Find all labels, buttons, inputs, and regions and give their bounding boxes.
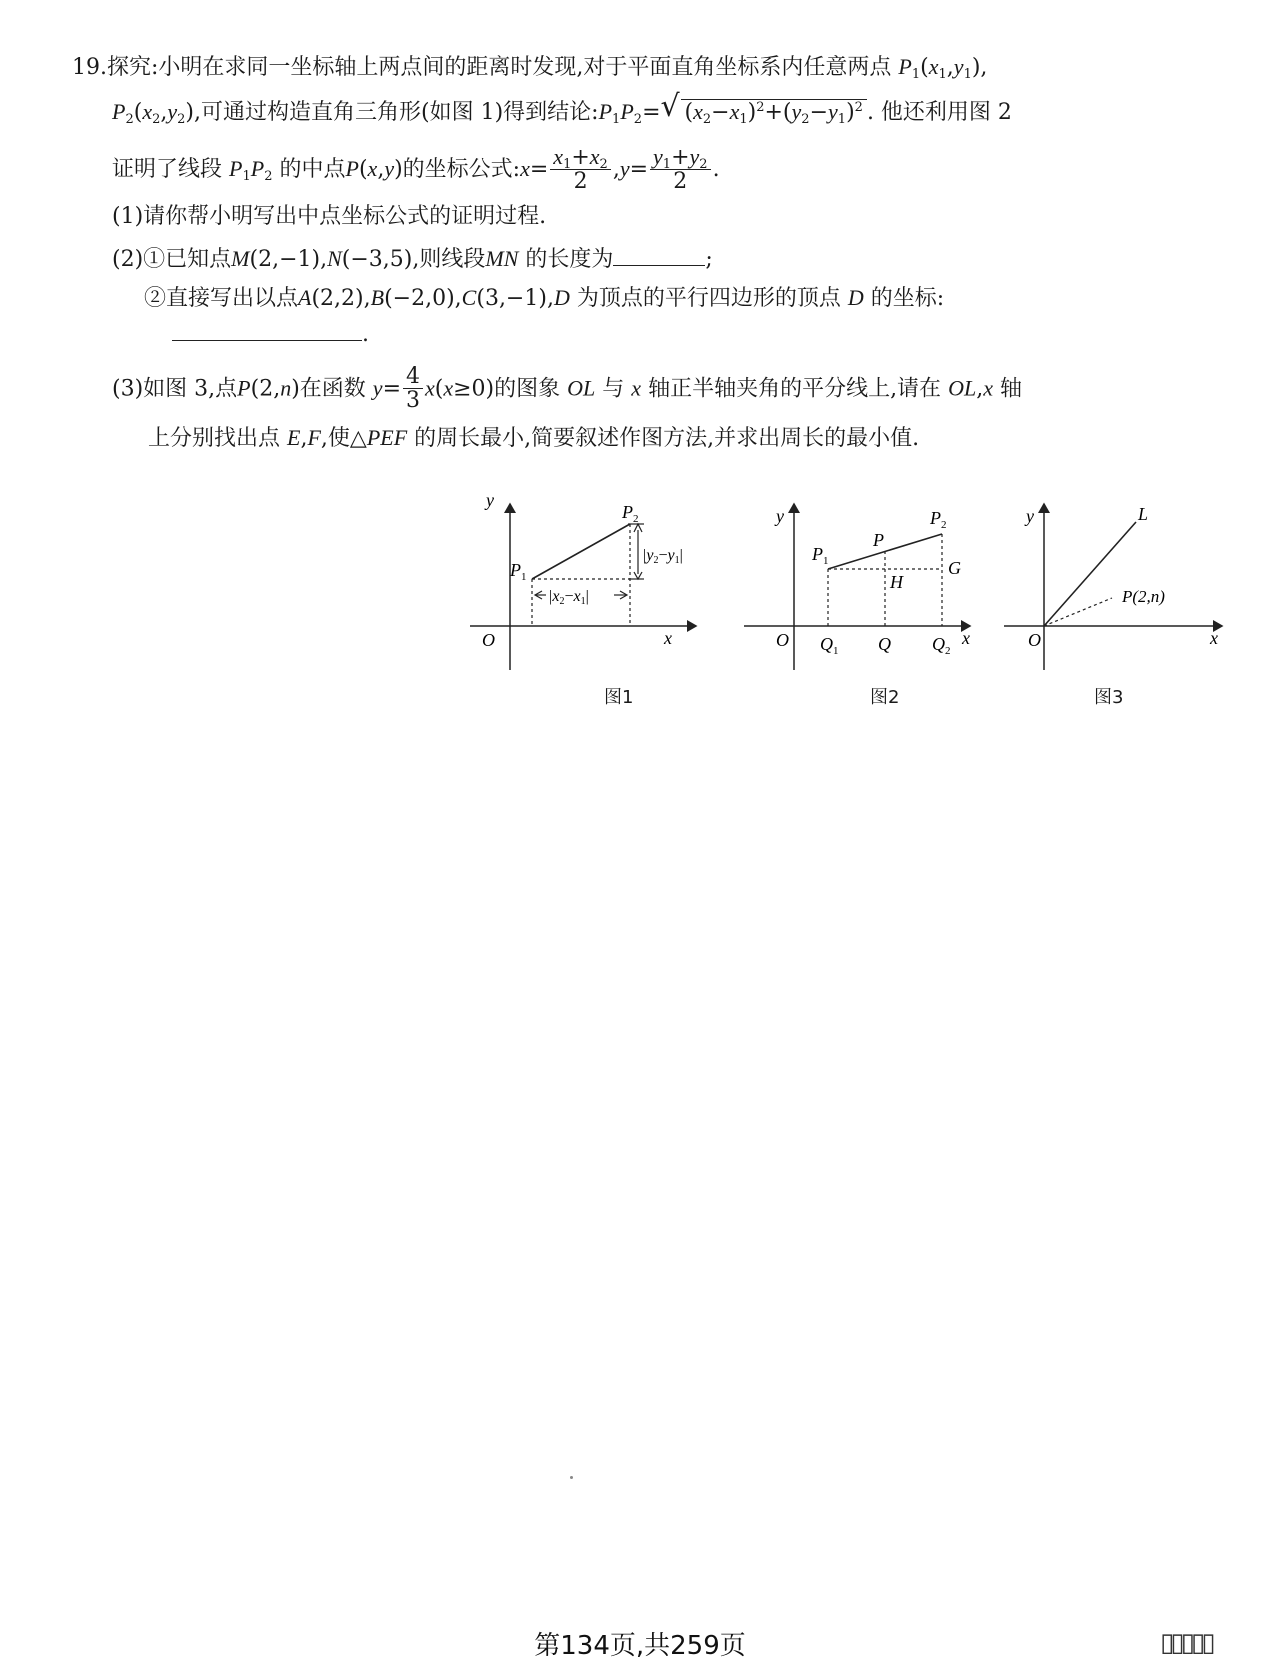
slope-fraction: $\frac{4}{3}$ <box>403 366 423 413</box>
x-label: x <box>664 628 672 648</box>
question-line-1: 19.探究:小明在求同一坐标轴上两点间的距离时发现,对于平面直角坐标系内任意两点 $P_1(x_1,y_1)$, <box>72 54 988 82</box>
part-3-line-1: (3)如图 3,点P(2,n)在函数 y= $\frac{4}{3}$ x(x≥0)的图象 OL 与 x 轴正半轴夹角的平分线上,请在 OL,x 轴 <box>112 364 1022 413</box>
figure-3 <box>1000 490 1230 690</box>
page-footer: 第134页,共259页 <box>534 1631 746 1661</box>
origin-label: O <box>482 630 495 650</box>
bisector-line <box>1044 598 1112 626</box>
svg-text:y: y <box>1026 506 1034 526</box>
svg-text:x: x <box>1210 628 1218 648</box>
svg-text:P(2,n): P(2,n) <box>1122 587 1165 606</box>
figure-2-caption: 图2 <box>870 687 900 708</box>
answer-line-d: . <box>172 318 369 350</box>
svg-text:P1: $P_1$ <box>812 544 829 567</box>
part-2-2: ②直接写出以点A(2,2),B(−2,0),C(3,−1),D 为顶点的平行四边形的顶点 D 的坐标: <box>144 285 945 311</box>
part-3-line-2: 上分别找出点 E,F,使△PEF 的周长最小,简要叙述作图方法,并求出周长的最小值. <box>148 425 920 451</box>
p2-label: $P_2$ <box>622 502 639 525</box>
segment-p1p2 <box>532 524 630 579</box>
scan-speck <box>570 1476 573 1479</box>
question-line-3: 证明了线段 $P_1P_2$ 的中点P(x,y)的坐标公式:x= $\frac{x_1+x_2}{2}$ ,y= $\frac{y_1+y_2}{2}$ . <box>112 144 720 194</box>
svg-text:G: G <box>948 558 961 578</box>
svg-text:y: y <box>776 506 784 526</box>
svg-text:P: P <box>873 530 884 550</box>
figure-3-caption: 图3 <box>1094 687 1124 708</box>
figure-1-caption: 图1 <box>604 687 634 708</box>
corner-marks: ▯▯▯▯▯ <box>1160 1628 1212 1658</box>
midpoint-x-fraction: $\frac{x_1+x_2}{2}$ <box>550 146 611 194</box>
y-label: y <box>486 490 494 510</box>
answer-blank-mn[interactable] <box>613 243 705 266</box>
svg-text:x: x <box>962 628 970 648</box>
svg-text:Q: Q <box>878 634 891 654</box>
figure-2 <box>740 490 980 690</box>
svg-text:L: L <box>1138 504 1149 524</box>
part-1: (1)请你帮小明写出中点坐标公式的证明过程. <box>112 204 547 229</box>
svg-text:O: O <box>1028 630 1041 650</box>
question-number: 19. <box>72 55 107 80</box>
figure-1 <box>466 490 706 690</box>
part-2-1: (2)①已知点M(2,−1),N(−3,5),则线段MN 的长度为 ; <box>112 243 713 275</box>
dx-label: |x2−x1| <box>548 588 589 607</box>
question-line-2: $P_2(x_2,y_2)$,可通过构造直角三角形(如图 1)得到结论$:P_1P_2=$ √ $(x_2-x_1)^2+(y_2-y_1)^2$ . 他还利用图 2 <box>112 89 1012 127</box>
p1-label: $P_1$ <box>510 560 527 583</box>
line-ol <box>1044 522 1136 626</box>
distance-formula: √ $(x_2-x_1)^2+(y_2-y_1)^2$ <box>661 98 867 128</box>
svg-text:Q1: $Q_1$ <box>820 634 839 657</box>
svg-text:P2: $P_2$ <box>930 508 947 531</box>
dy-label: |y2−y1| <box>642 547 683 566</box>
answer-blank-d[interactable] <box>172 318 362 341</box>
midpoint-y-fraction: $\frac{y_1+y_2}{2}$ <box>650 146 711 194</box>
svg-text:O: O <box>776 630 789 650</box>
svg-text:Q2: $Q_2$ <box>932 634 951 657</box>
svg-text:H: H <box>890 572 903 592</box>
